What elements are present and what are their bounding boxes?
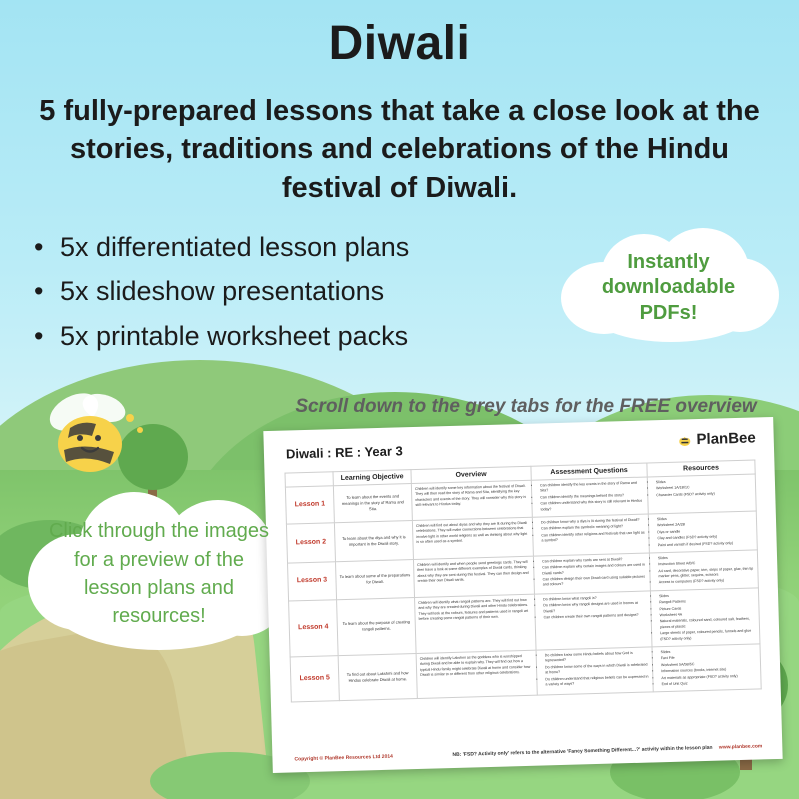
question-item: • Can children identify other religions and festivals that use light as a symbol? (541, 530, 645, 544)
document-url: www.planbee.com (718, 743, 763, 751)
resource-item: • Slides (659, 591, 755, 599)
bullet-marker-icon: • (34, 320, 44, 351)
feature-list (34, 228, 554, 361)
lesson-objective: To learn about some of the preparations for Diwali. (335, 559, 414, 599)
resource-item: • Character Cards (FSD? activity only) (656, 490, 752, 498)
document-heading: Diwali : RE : Year 3 (285, 443, 403, 462)
lesson-overview: Children will identify and when people send greetings cards. They will then have a look at some different examples of Diwali cards, thinking about why they are sent during this festival. They can then design and create their own Diwali cards. (413, 556, 534, 597)
resource-item: • Slides (661, 647, 757, 655)
lesson-resources (652, 644, 761, 692)
list-item (34, 228, 554, 266)
lesson-objective: To learn about the purpose of creating rangoli patterns. (337, 597, 417, 655)
question-item: • Can children create their own rangoli patterns and designs? (544, 613, 648, 621)
lesson-resources (649, 550, 758, 591)
question-item: • Can children explain why certain images and colours are used in Diwali cards? (542, 563, 646, 577)
resource-item: • A4 card, decorative paper, trim, strips of paper, glue, thin tip marker pens, glitter, sequins, scissors (658, 566, 754, 579)
lesson-overview-table (284, 459, 761, 702)
lesson-label: Lesson 1 (285, 486, 334, 524)
bee-icon (30, 378, 150, 488)
resource-item: • Picture Cards (659, 604, 755, 612)
lesson-objective: To learn about the events and meanings in the story of Rama and Sita. (333, 484, 412, 523)
resource-item: • Worksheet 4A (660, 611, 756, 619)
planbee-logo-text: PlanBee (696, 429, 756, 449)
resource-item: • Worksheet 5A/5B/5C (661, 660, 757, 668)
question-item: • Do children know some of the ways in which Diwali is celebrated at home? (545, 662, 649, 676)
lesson-overview-document[interactable] (263, 417, 782, 773)
lesson-resources (648, 511, 757, 553)
bee-logo-icon (676, 433, 692, 447)
resource-item: • Art materials as appropriate (FSD? activity only) (661, 673, 757, 681)
instant-line-2: downloadable (601, 276, 736, 299)
resource-item: • Natural materials, coloured sand, coloured salt, feathers, pieces of plastic (660, 617, 756, 630)
instant-line-1: Instantly (627, 250, 710, 273)
bullet-marker-icon: • (34, 232, 44, 262)
question-item: • Do children know some Hindu beliefs about how God is represented? (545, 650, 649, 664)
lesson-overview: Children will identify what rangoli patterns are. They will find out how and why they are created during Diwali and other Hindu celebrations. They will look at the colours, features and patterns used in rangoli art before creating some rangoli patterns of their own. (415, 594, 537, 653)
question-item: • Can children explain the symbolic meaning of light? (541, 524, 645, 532)
lesson-resources (650, 588, 760, 647)
resource-item: • End of Unit Quiz (661, 679, 757, 687)
col-header-overview: Overview (411, 466, 531, 483)
col-header-questions: Assessment Questions (531, 463, 647, 480)
resource-item: • Information sources (books, internet site) (661, 667, 757, 675)
lesson-overview: Children will identify some key information about the festival of Diwali. They will then read the story of Rama and Sita, identifying the key characters and events of the story. They will consider why this story is still relevant to Hindus today. (411, 480, 532, 520)
instant-download-text (561, 228, 776, 348)
lesson-overview: Children will find out about diyas and why they are lit during the Diwali celebrations. They will make connections between celebrations that involve light in other world religions as well as thinking about why light is so often used as a symbol. (412, 517, 533, 559)
lesson-questions (533, 553, 650, 594)
resource-item: • Worksheet 1A/1B/1C (656, 484, 752, 492)
list-item (34, 272, 554, 310)
instant-line-3: PDFs! (639, 301, 698, 324)
question-item: • Can children explain why cards are sent at Diwali? (542, 556, 646, 564)
question-item: • Can children design their own Diwali card using suitable pictures and colours? (543, 575, 647, 589)
document-copyright: Copyright © PlanBee Resources Ltd 2014 (294, 753, 393, 763)
question-item: • Do children know what rangoli is? (543, 594, 647, 602)
planbee-logo (676, 429, 756, 448)
question-item: • Do children know why rangoli designs are used in homes at Diwali? (543, 601, 647, 615)
lesson-questions (536, 647, 653, 696)
lesson-questions (534, 591, 652, 650)
resource-item: • Worksheet 2A/2B (657, 521, 753, 529)
question-item: • Do children understand that religious beliefs can be expressed in a variety of ways? (545, 674, 649, 688)
page-title: Diwali (328, 17, 471, 70)
lesson-label: Lesson 5 (290, 656, 339, 703)
lesson-label: Lesson 3 (288, 562, 337, 601)
instant-download-callout (561, 228, 776, 348)
click-through-text: Click through the images for a preview of the lesson plans and resources! (48, 520, 270, 628)
col-header-blank (285, 472, 333, 487)
lesson-questions (531, 477, 648, 517)
list-item-label: 5x slideshow presentations (60, 276, 385, 307)
resource-item: • Instruction Sheet A/B/C (658, 560, 754, 568)
list-item (34, 317, 554, 355)
bullet-marker-icon: • (34, 276, 44, 307)
question-item: • Can children identify the key events in the story of Rama and Sita? (540, 481, 644, 495)
document-footnote: NB: 'FSD? Activity only' refers to the alternative 'Fancy Something Different...?' activity within the lesson plan (452, 744, 713, 759)
question-item: • Can children understand why this story is still relevant to Hindus today? (540, 499, 644, 513)
resource-item: • Slides (657, 515, 753, 523)
resource-item: • Large sheets of paper, coloured pencils, funnels and glue (FSD? activity only) (660, 629, 756, 642)
resource-item: • Slides (656, 478, 752, 486)
lesson-resources (647, 474, 756, 514)
lesson-objective: To find out about Lakshmi and how Hindus celebrate Diwali at home. (338, 653, 417, 701)
col-header-resources: Resources (647, 460, 755, 477)
resource-item: • Rangoli Patterns (659, 598, 755, 606)
resource-item: • Diya or candle (657, 527, 753, 535)
resource-item: • Fact File (661, 654, 757, 662)
click-through-callout (28, 486, 290, 662)
list-item-label: 5x differentiated lesson plans (60, 232, 410, 262)
resource-item: • Clay and candles (FSD? activity only) (657, 534, 753, 542)
page-subtitle: 5 fully-prepared lessons that take a close look at the stories, traditions and celebrations of the Hindu festival of Diwali. (39, 95, 760, 204)
resource-item: • Slides (658, 553, 754, 561)
question-item: • Do children know why a diya is lit during the festival of Diwali? (541, 518, 645, 526)
lesson-label: Lesson 2 (286, 523, 335, 563)
list-item-label: 5x printable worksheet packs (60, 320, 409, 351)
lesson-label: Lesson 4 (289, 600, 339, 657)
resource-item: • Access to computers (FSD? activity only) (659, 578, 755, 586)
question-item: • Can children identify the meanings behind the story? (540, 492, 644, 500)
lesson-overview: Children will identify Lakshmi as the goddess who is worshipped during Diwali and be able to explain why. They will find out how a typical Hindu family might celebrate Diwali at home and consider how Diwali is similar to or different from other religious celebrations. (416, 650, 537, 699)
lesson-objective: To learn about the diya and why it is important in the Diwali story. (334, 521, 413, 562)
resource-item: • Paint and varnish if desired (FSD? activity only) (658, 540, 754, 548)
col-header-objective: Learning Objective (333, 470, 411, 486)
lesson-questions (532, 514, 649, 556)
scroll-instruction: Scroll down to the grey tabs for the FREE overview (295, 396, 757, 417)
